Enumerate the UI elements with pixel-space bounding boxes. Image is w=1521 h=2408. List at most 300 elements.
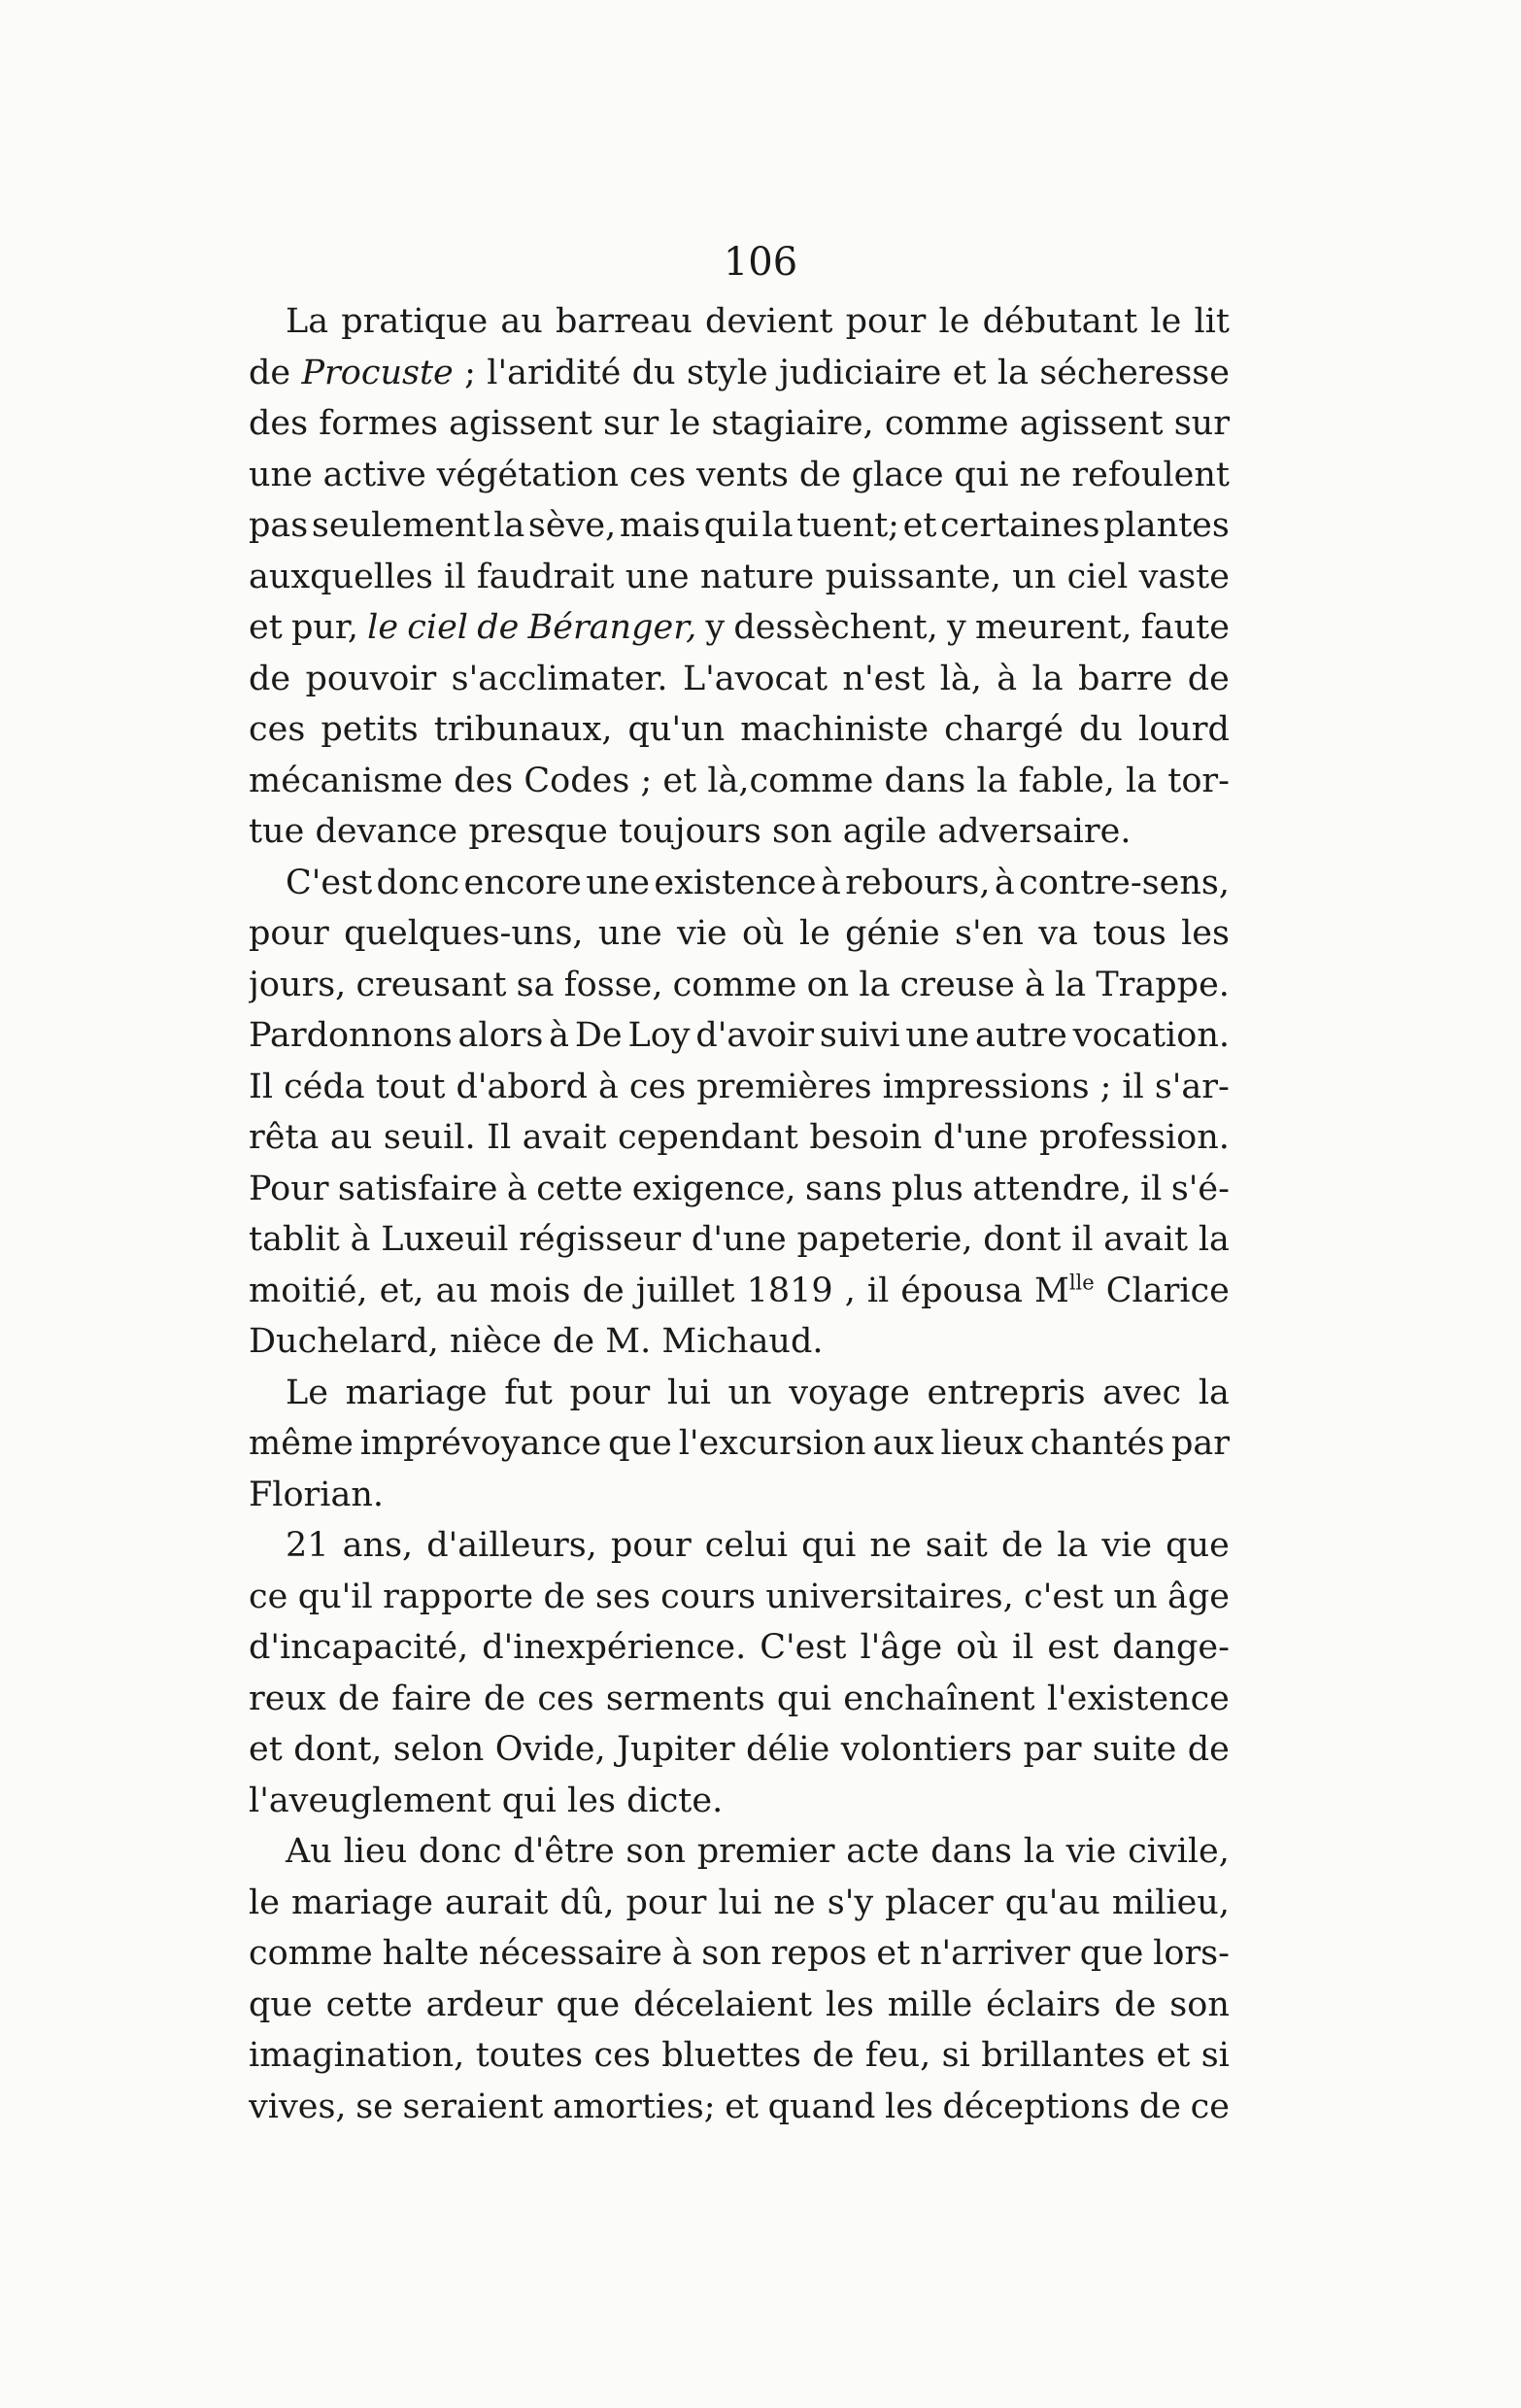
word: et, — [379, 1271, 424, 1310]
word: quelques-uns, — [344, 914, 584, 953]
word: à — [549, 1016, 570, 1055]
word: satisfaire — [337, 1169, 498, 1208]
word: agile — [842, 812, 928, 851]
word: dont — [983, 1220, 1062, 1259]
word: certaines — [940, 506, 1100, 545]
word: décelaient — [633, 1984, 813, 2024]
text-line — [249, 500, 1230, 552]
word: là,comme — [707, 761, 874, 800]
word: mais — [619, 506, 701, 545]
word: aux — [872, 1424, 934, 1463]
word: toutes — [475, 2036, 584, 2075]
word: et — [249, 1730, 283, 1769]
word: tor- — [1167, 761, 1230, 800]
word: il — [1122, 1067, 1144, 1106]
word: de — [1114, 1984, 1157, 2024]
word: tablit — [249, 1220, 340, 1259]
word: de — [798, 455, 841, 494]
paragraph — [249, 296, 1230, 858]
word: autre — [974, 1016, 1067, 1055]
text-line — [249, 1674, 1230, 1725]
word: de — [1000, 1526, 1044, 1565]
word: 21 — [286, 1526, 329, 1565]
word: au — [329, 1118, 373, 1157]
word: le — [1150, 302, 1182, 341]
word: pour — [610, 1526, 692, 1565]
word: rêta — [249, 1118, 320, 1157]
word: reux — [249, 1679, 326, 1718]
text-line — [249, 1368, 1230, 1419]
word: L'avocat — [682, 659, 828, 698]
word: dans — [884, 761, 966, 800]
word: y — [705, 608, 726, 647]
word: la — [997, 353, 1029, 392]
word: qui — [501, 1781, 557, 1820]
word: d'abord — [456, 1067, 588, 1106]
word: et — [1156, 2036, 1191, 2075]
text-line — [249, 348, 1230, 399]
word: formes — [319, 404, 438, 443]
text-line — [249, 1724, 1230, 1776]
word: Codes — [524, 761, 630, 800]
word: au — [500, 302, 543, 341]
word: halte — [382, 1934, 469, 1973]
word: du — [631, 353, 676, 392]
word: tout — [375, 1067, 446, 1106]
body-text — [249, 296, 1230, 2132]
word: son — [701, 1934, 761, 1973]
word: plus — [891, 1169, 963, 1208]
word: judiciaire — [779, 353, 942, 392]
word: brillantes — [981, 2036, 1146, 2075]
word: végétation — [436, 455, 620, 494]
word: dessèchent, — [733, 608, 938, 647]
word: sève, — [527, 506, 617, 545]
word: d'inexpérience. — [482, 1628, 747, 1667]
text-line — [249, 602, 1230, 654]
word: impressions — [882, 1067, 1090, 1106]
paragraph — [249, 858, 1230, 1368]
word: et — [249, 608, 283, 647]
word: La — [286, 302, 329, 341]
word: enchaînent — [843, 1679, 1035, 1718]
word: Jupiter — [617, 1730, 735, 1769]
word: entrepris — [927, 1373, 1086, 1412]
text-line — [249, 1418, 1230, 1470]
word: de — [249, 353, 291, 392]
word: tribunaux, — [433, 710, 613, 749]
word: lui — [718, 1882, 762, 1922]
word: et — [662, 761, 697, 800]
word: lors- — [1153, 1934, 1230, 1973]
text-line — [249, 756, 1230, 807]
word: chargé — [944, 710, 1064, 749]
word: si — [1200, 2036, 1230, 2075]
text-line — [249, 1776, 1230, 1827]
word: bluettes — [661, 2036, 801, 2075]
word: Béranger, — [527, 608, 697, 647]
word: de — [582, 1271, 625, 1310]
text-line — [249, 1980, 1230, 2031]
word: celui — [704, 1526, 789, 1565]
word: sur — [603, 404, 659, 443]
word: de — [483, 1679, 526, 1718]
word: il — [1071, 1220, 1094, 1259]
word: l'âge — [860, 1628, 943, 1667]
word: il — [1011, 1628, 1034, 1667]
word: ciel — [407, 608, 468, 647]
word: petits — [321, 710, 419, 749]
word: une — [586, 863, 651, 902]
word: la — [859, 965, 891, 1004]
word: voyage — [789, 1373, 910, 1412]
word: la — [1031, 659, 1064, 698]
word: alors — [457, 1016, 544, 1055]
word: faire — [391, 1679, 472, 1718]
word: presque — [468, 812, 608, 851]
word: ciel — [1066, 557, 1129, 596]
word: tous — [1093, 914, 1166, 953]
word: à — [820, 863, 841, 902]
word: papeterie, — [796, 1220, 973, 1259]
word: nécessaire — [478, 1934, 662, 1973]
word: la — [1023, 1832, 1055, 1871]
word: son — [1169, 1984, 1230, 2024]
word: qui — [954, 455, 1009, 494]
word: seraient — [402, 2086, 544, 2126]
word: à — [506, 1169, 527, 1208]
word: le — [669, 404, 701, 443]
word: puissante, — [825, 557, 1001, 596]
text-line — [249, 960, 1230, 1011]
word: à — [598, 1067, 619, 1106]
word: céda — [284, 1067, 365, 1106]
word: attendre, — [972, 1169, 1132, 1208]
word: C'est — [286, 863, 373, 902]
word: fosse, — [563, 965, 663, 1004]
word: d'être — [513, 1832, 615, 1871]
word: devance — [315, 812, 458, 851]
word: se — [355, 2086, 393, 2126]
word: ne — [869, 1526, 912, 1565]
word: le — [249, 1882, 280, 1922]
word: des — [454, 761, 514, 800]
text-line — [249, 1164, 1230, 1215]
word: d'incapacité, — [249, 1628, 469, 1667]
word: Il — [249, 1067, 274, 1106]
word: qui — [703, 506, 759, 545]
word: âge — [1167, 1577, 1230, 1616]
word: et — [952, 353, 987, 392]
word: et — [876, 1934, 911, 1973]
word: premier — [696, 1832, 835, 1871]
word: Procuste — [301, 353, 454, 392]
word: imagination, — [249, 2036, 465, 2075]
word: s'é- — [1170, 1169, 1230, 1208]
word: cours — [660, 1577, 757, 1616]
word: qui — [776, 1679, 832, 1718]
word: quand — [767, 2086, 876, 2126]
word: de — [337, 1679, 381, 1718]
word: Loy — [627, 1016, 691, 1055]
word: ce — [1190, 2086, 1230, 2126]
word: lieu — [343, 1832, 408, 1871]
word: ; — [640, 761, 653, 800]
text-line — [249, 1622, 1230, 1674]
word: de — [1187, 659, 1230, 698]
word: rapporte — [383, 1577, 534, 1616]
word: tue — [249, 812, 305, 851]
word: Ovide, — [494, 1730, 606, 1769]
word: des — [249, 404, 309, 443]
word: $M^{lle}$ — [1034, 1270, 1095, 1310]
word: fut — [504, 1373, 553, 1412]
word: suite — [1092, 1730, 1177, 1769]
word: Pour — [249, 1169, 329, 1208]
word: exigence, — [631, 1169, 796, 1208]
word: profession. — [1039, 1118, 1230, 1157]
word: cette — [536, 1169, 624, 1208]
word: vaste — [1138, 557, 1230, 596]
word: vie — [1101, 1526, 1153, 1565]
word: sait — [925, 1526, 988, 1565]
text-line — [249, 1470, 1230, 1521]
word: n'arriver — [919, 1934, 1070, 1973]
word: d'avoir — [695, 1016, 815, 1055]
word: suivi — [819, 1016, 900, 1055]
word: au — [435, 1271, 479, 1310]
word: ses — [595, 1577, 651, 1616]
text-line — [249, 2082, 1230, 2133]
word: faute — [1140, 608, 1230, 647]
word: à — [997, 659, 1018, 698]
word: qu'il — [297, 1577, 373, 1616]
word: C'est — [760, 1628, 847, 1667]
word: du — [1079, 710, 1123, 749]
word: la — [1126, 761, 1158, 800]
word: creuse — [899, 965, 1015, 1004]
word: cependant — [618, 1118, 798, 1157]
word: refoulent — [1071, 455, 1230, 494]
word: selon — [392, 1730, 485, 1769]
word: un — [727, 1373, 772, 1412]
word: barre — [1077, 659, 1173, 698]
word: aurait — [445, 1882, 549, 1922]
word: devient — [705, 302, 833, 341]
word: régisseur — [519, 1220, 682, 1259]
word: plantes — [1103, 506, 1230, 545]
word: de — [477, 608, 520, 647]
word: il — [444, 557, 466, 596]
word: et — [725, 2086, 759, 2126]
word: serments — [605, 1679, 765, 1718]
word: l'excursion — [678, 1424, 866, 1463]
text-line — [249, 806, 1230, 858]
superscript: lle — [1068, 1270, 1095, 1294]
word: mariage — [345, 1373, 488, 1412]
word: pratique — [341, 302, 489, 341]
word: la — [761, 506, 794, 545]
word: de — [543, 1577, 586, 1616]
word: sur — [1173, 404, 1230, 443]
word: acte — [846, 1832, 920, 1871]
word: là, — [939, 659, 982, 698]
word: seuil. — [383, 1118, 476, 1157]
word: va — [1038, 914, 1078, 953]
word: de — [1187, 1730, 1230, 1769]
text-line — [249, 858, 1230, 909]
word: où — [956, 1628, 998, 1667]
word: et — [902, 506, 937, 545]
word: volontiers — [840, 1730, 1013, 1769]
word: faudrait — [476, 557, 615, 596]
word: c'est — [1024, 1577, 1104, 1616]
word: déceptions — [942, 2086, 1131, 2126]
word: dû, — [559, 1882, 615, 1922]
word: machiniste — [740, 710, 930, 749]
word: dicte. — [626, 1781, 724, 1820]
text-line — [249, 1928, 1230, 1980]
word: M. — [605, 1322, 652, 1361]
word: l'existence — [1046, 1679, 1230, 1718]
word: creusant — [355, 965, 507, 1004]
word: qu'un — [627, 710, 726, 749]
word: on — [806, 965, 850, 1004]
word: pour — [569, 1373, 651, 1412]
word: vocation. — [1072, 1016, 1230, 1055]
word: contre-sens, — [1019, 863, 1230, 902]
word: avait — [1103, 1220, 1189, 1259]
word: les — [567, 1781, 616, 1820]
word: génie — [845, 914, 940, 953]
word: civile, — [1128, 1832, 1230, 1871]
word: donc — [376, 863, 460, 902]
word: les — [885, 2086, 933, 2126]
text-line — [249, 1010, 1230, 1062]
word: meurent, — [974, 608, 1132, 647]
word: pas — [249, 506, 309, 545]
word: dange- — [1112, 1628, 1230, 1667]
word: vives, — [249, 2086, 347, 2126]
word: avec — [1102, 1373, 1182, 1412]
word: seulement — [311, 506, 490, 545]
word: que — [1166, 1526, 1230, 1565]
word: pour — [249, 914, 329, 953]
text-line — [249, 1062, 1230, 1113]
word: la — [1057, 1526, 1089, 1565]
word: ces — [628, 1067, 687, 1106]
word: s'en — [955, 914, 1024, 953]
word: la — [1198, 1220, 1230, 1259]
word: son — [772, 812, 832, 851]
word: qu'au — [1004, 1882, 1100, 1922]
word: agissent — [1019, 404, 1164, 443]
word: lourd — [1138, 710, 1230, 749]
word: une — [625, 557, 690, 596]
word: active — [322, 455, 426, 494]
text-line — [249, 2030, 1230, 2082]
word: mois — [490, 1271, 571, 1310]
word: n'est — [842, 659, 926, 698]
word: pour — [625, 1882, 707, 1922]
word: que — [249, 1984, 313, 2024]
word: mille — [887, 1984, 973, 2024]
word: Clarice — [1105, 1271, 1230, 1310]
word: d'une — [932, 1118, 1029, 1157]
word: un — [1113, 1577, 1158, 1616]
text-line — [249, 1826, 1230, 1878]
word: mécanisme — [249, 761, 443, 800]
word: amorties; — [552, 2086, 716, 2126]
word: fable, — [1018, 761, 1115, 800]
word: Au — [286, 1832, 332, 1871]
word: imprévoyance — [359, 1424, 602, 1463]
word: style — [686, 353, 768, 392]
word: chantés — [1030, 1424, 1166, 1463]
word: un — [1012, 557, 1057, 596]
word: de — [552, 1322, 595, 1361]
word: lit — [1194, 302, 1230, 341]
page-number: 106 — [723, 240, 798, 285]
word: ces — [593, 2036, 651, 2075]
word: ne — [1019, 455, 1062, 494]
word: d'ailleurs, — [426, 1526, 597, 1565]
word: les — [1181, 914, 1230, 953]
word: stagiaire, — [711, 404, 874, 443]
word: ans, — [342, 1526, 414, 1565]
word: que — [1079, 1934, 1144, 1973]
word: débutant — [982, 302, 1138, 341]
word: comme — [249, 1934, 373, 1973]
word: l'aveuglement — [249, 1781, 491, 1820]
word: la — [1198, 1373, 1230, 1412]
word: ces — [628, 455, 687, 494]
word: encore — [463, 863, 582, 902]
word: les — [825, 1984, 874, 2024]
word: à — [994, 863, 1015, 902]
word: l'aridité — [487, 353, 622, 392]
word: dans — [930, 1832, 1013, 1871]
text-line — [249, 654, 1230, 705]
word: ; — [1099, 1067, 1112, 1106]
text-line — [249, 398, 1230, 450]
word: d'une — [691, 1220, 787, 1259]
word: lui — [666, 1373, 711, 1412]
word: pur, — [290, 608, 358, 647]
word: premières — [696, 1067, 872, 1106]
word: glace — [851, 455, 944, 494]
word: juillet — [635, 1271, 735, 1310]
word: une — [905, 1016, 970, 1055]
word: qui — [801, 1526, 857, 1565]
word: par — [1170, 1424, 1230, 1463]
word: dont, — [293, 1730, 383, 1769]
word: délie — [746, 1730, 830, 1769]
word: la — [1055, 965, 1087, 1004]
word: donc — [419, 1832, 502, 1871]
word: sa — [516, 965, 555, 1004]
text-line — [249, 704, 1230, 756]
paragraph — [249, 1368, 1230, 1521]
word: sans — [804, 1169, 883, 1208]
word: y — [946, 608, 966, 647]
word: la — [493, 506, 525, 545]
word: placer — [885, 1882, 994, 1922]
word: Le — [286, 1373, 328, 1412]
word: Trappe. — [1096, 965, 1230, 1004]
text-line — [249, 1520, 1230, 1572]
word: que — [556, 1984, 621, 2024]
